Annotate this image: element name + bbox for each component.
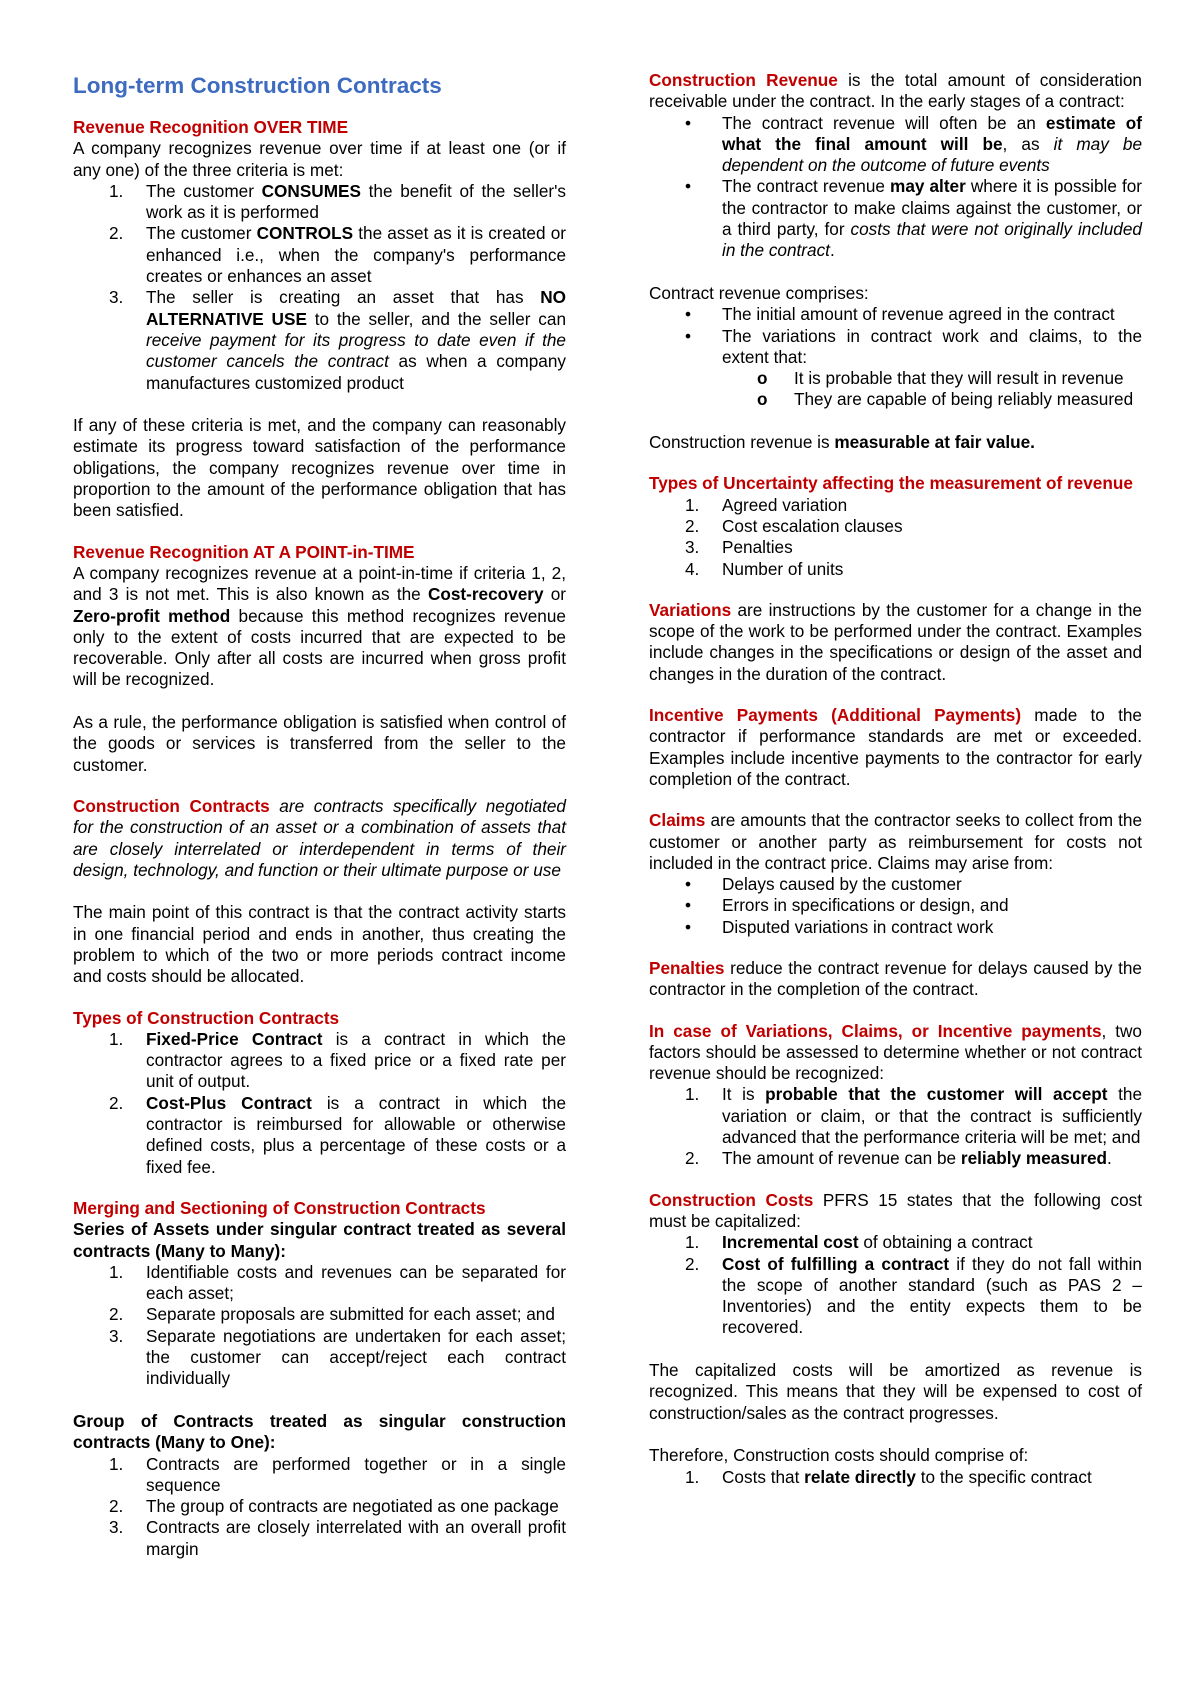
- heading-uncertainty: Types of Uncertainty affecting the measurement of revenue: [649, 473, 1133, 494]
- list-item: 3. Penalties: [685, 537, 793, 558]
- list-item: • The initial amount of revenue agreed in the contract: [685, 304, 1115, 325]
- construction-revenue-bullets: [649, 113, 1142, 262]
- criteria-paragraph: If any of these criteria is met, and the company can reasonably estimate its progress toward satisfaction of the performance obligations, the company recognizes revenue over time in proportion to the amount of the performance obligation that has been satisfied.: [73, 415, 566, 521]
- list-item: • The contract revenue may alter where it is possible for the contractor to make claims against the customer, or a third party, for costs that were not originally included in the contract.: [685, 176, 1142, 261]
- in-case-paragraph: In case of Variations, Claims, or Incentive payments, two factors should be assessed to determine whether or not contract revenue should be recognized:: [649, 1020, 1142, 1084]
- claims-list: [649, 874, 1142, 938]
- penalties-definition: Penalties reduce the contract revenue for delays caused by the contractor in the completion of the contract.: [649, 957, 1142, 1000]
- over-time-intro: A company recognizes revenue over time if at least one (or if any one) of the three criteria is met:: [73, 138, 566, 180]
- list-item: 1. It is probable that the customer will accept the variation or claim, or that the contract is sufficiently advanced that the performance criteria will be met; and: [685, 1084, 1143, 1148]
- group-list: [73, 1454, 566, 1560]
- left-column: [73, 70, 566, 1560]
- document-title: Long-term Construction Contracts: [73, 73, 442, 98]
- heading-merging-sectioning: Merging and Sectioning of Construction Contracts: [73, 1197, 486, 1218]
- list-item: o It is probable that they will result in revenue: [757, 368, 1124, 389]
- comprises-sub-list: [649, 368, 1142, 411]
- group-heading: Group of Contracts treated as singular construction contracts (Many to One):: [73, 1410, 566, 1453]
- list-item: 1. Fixed-Price Contract is a contract in which the contractor agrees to a fixed price or a fixed rate per unit of output.: [109, 1028, 566, 1092]
- list-item: 1. Incremental cost of obtaining a contract: [685, 1232, 1033, 1253]
- list-item: 1. Costs that relate directly to the specific contract: [685, 1466, 1092, 1487]
- incentive-definition: Incentive Payments (Additional Payments) made to the contractor if performance standards are met or exceeded. Examples include incentive payments to the contractor for early completion of the contract.: [649, 705, 1142, 789]
- costs-list: [649, 1232, 1142, 1338]
- amortized-paragraph: The capitalized costs will be amortized as revenue is recognized. This means that they will be expensed to cost of construction/sales as the contract progresses.: [649, 1360, 1142, 1423]
- types-list: [73, 1029, 566, 1178]
- construction-revenue-definition: Construction Revenue is the total amount of consideration receivable under the contract. In the early stages of a contract:: [649, 70, 1142, 112]
- list-item: 1. Contracts are performed together or in a single sequence: [109, 1453, 566, 1495]
- measurable-statement: Construction revenue is measurable at fair value.: [649, 432, 1035, 453]
- list-item: 2. The customer CONTROLS the asset as it is created or enhanced i.e., when the company's performance creates or enhances an asset: [109, 223, 566, 287]
- list-item: 2. The amount of revenue can be reliably measured.: [685, 1148, 1112, 1169]
- list-item: 2. Separate proposals are submitted for each asset; and: [109, 1304, 555, 1325]
- construction-contracts-definition: Construction Contracts are contracts specifically negotiated for the construction of an asset or a combination of assets that are closely interrelated or interdependent in terms of their design, technology, and function or their ultimate purpose or use: [73, 795, 566, 880]
- in-case-list: [649, 1084, 1142, 1169]
- list-item: • Delays caused by the customer: [685, 874, 962, 895]
- criteria-list: [73, 181, 566, 394]
- list-item: 1. Agreed variation: [685, 494, 848, 515]
- list-item: 1. Identifiable costs and revenues can be separated for each asset;: [109, 1261, 566, 1304]
- therefore-paragraph: Therefore, Construction costs should comprise of:: [649, 1445, 1029, 1466]
- list-item: 2. Cost-Plus Contract is a contract in which the contractor is reimbursed for allowable or otherwise defined costs, plus a percentage of these costs or a fixed fee.: [109, 1092, 566, 1177]
- heading-point-in-time: Revenue Recognition AT A POINT-in-TIME: [73, 541, 415, 562]
- construction-costs-definition: Construction Costs PFRS 15 states that the following cost must be capitalized:: [649, 1189, 1143, 1231]
- list-item: 3. Separate negotiations are undertaken for each asset; the customer can accept/reject each contract individually: [109, 1325, 566, 1389]
- comprises-intro: Contract revenue comprises:: [649, 282, 869, 303]
- list-item: • The contract revenue will often be an estimate of what the final amount will be, as it may be dependent on the outcome of future events: [685, 112, 1143, 176]
- list-item: 4. Number of units: [685, 558, 844, 579]
- point-in-time-paragraph: A company recognizes revenue at a point-in-time if criteria 1, 2, and 3 is not met. This is also known as the Cost-recovery or Zero-profit method because this method recognizes revenue only to the extent of costs incurred that are expected to be recoverable. Only after all costs are incurred when gross profit will be recognized.: [73, 562, 567, 690]
- list-item: • The variations in contract work and claims, to the extent that:: [685, 325, 1142, 367]
- rule-paragraph: As a rule, the performance obligation is satisfied when control of the goods or services is transferred from the seller to the customer.: [73, 712, 566, 775]
- comprises-list: [649, 304, 1142, 368]
- list-item: 1. The customer CONSUMES the benefit of the seller's work as it is performed: [109, 180, 566, 223]
- variations-definition: Variations are instructions by the customer for a change in the scope of the work to be performed under the contract. Examples include changes in the specifications or design of the asset and changes in the duration of the contract.: [649, 599, 1142, 684]
- claims-definition: Claims are amounts that the contractor seeks to collect from the customer or another party as reimbursement for costs not included in the contract price. Claims may arise from:: [649, 810, 1142, 873]
- list-item: 3. The seller is creating an asset that has NO ALTERNATIVE USE to the seller, and the seller can receive payment for its progress to date even if the customer cancels the contract as when a company manufactures customized product: [109, 287, 567, 393]
- list-item: • Disputed variations in contract work: [685, 916, 994, 937]
- series-heading: Series of Assets under singular contract treated as several contracts (Many to Many):: [73, 1219, 566, 1261]
- list-item: • Errors in specifications or design, and: [685, 895, 1009, 916]
- right-column: [649, 70, 1142, 1560]
- list-item: 3. Contracts are closely interrelated with an overall profit margin: [109, 1517, 566, 1559]
- list-item: 2. Cost of fulfilling a contract if they do not fall within the scope of another standard (such as PAS 2 – Inventories) and the entity expects them to be recovered.: [685, 1253, 1142, 1338]
- list-item: 2. The group of contracts are negotiated as one package: [109, 1496, 559, 1517]
- uncertainty-list: [649, 495, 1142, 580]
- heading-types-of-contracts: Types of Construction Contracts: [73, 1007, 340, 1028]
- therefore-list: [649, 1467, 1142, 1488]
- series-list: [73, 1262, 566, 1390]
- list-item: 2. Cost escalation clauses: [685, 515, 903, 536]
- main-point-paragraph: The main point of this contract is that the contract activity starts in one financial period and ends in another, thus creating the problem to which of the two or more periods contract income and costs should be allocated.: [73, 902, 566, 987]
- two-column-layout: [73, 70, 1142, 1560]
- list-item: o They are capable of being reliably measured: [757, 389, 1134, 410]
- heading-over-time: Revenue Recognition OVER TIME: [73, 117, 349, 137]
